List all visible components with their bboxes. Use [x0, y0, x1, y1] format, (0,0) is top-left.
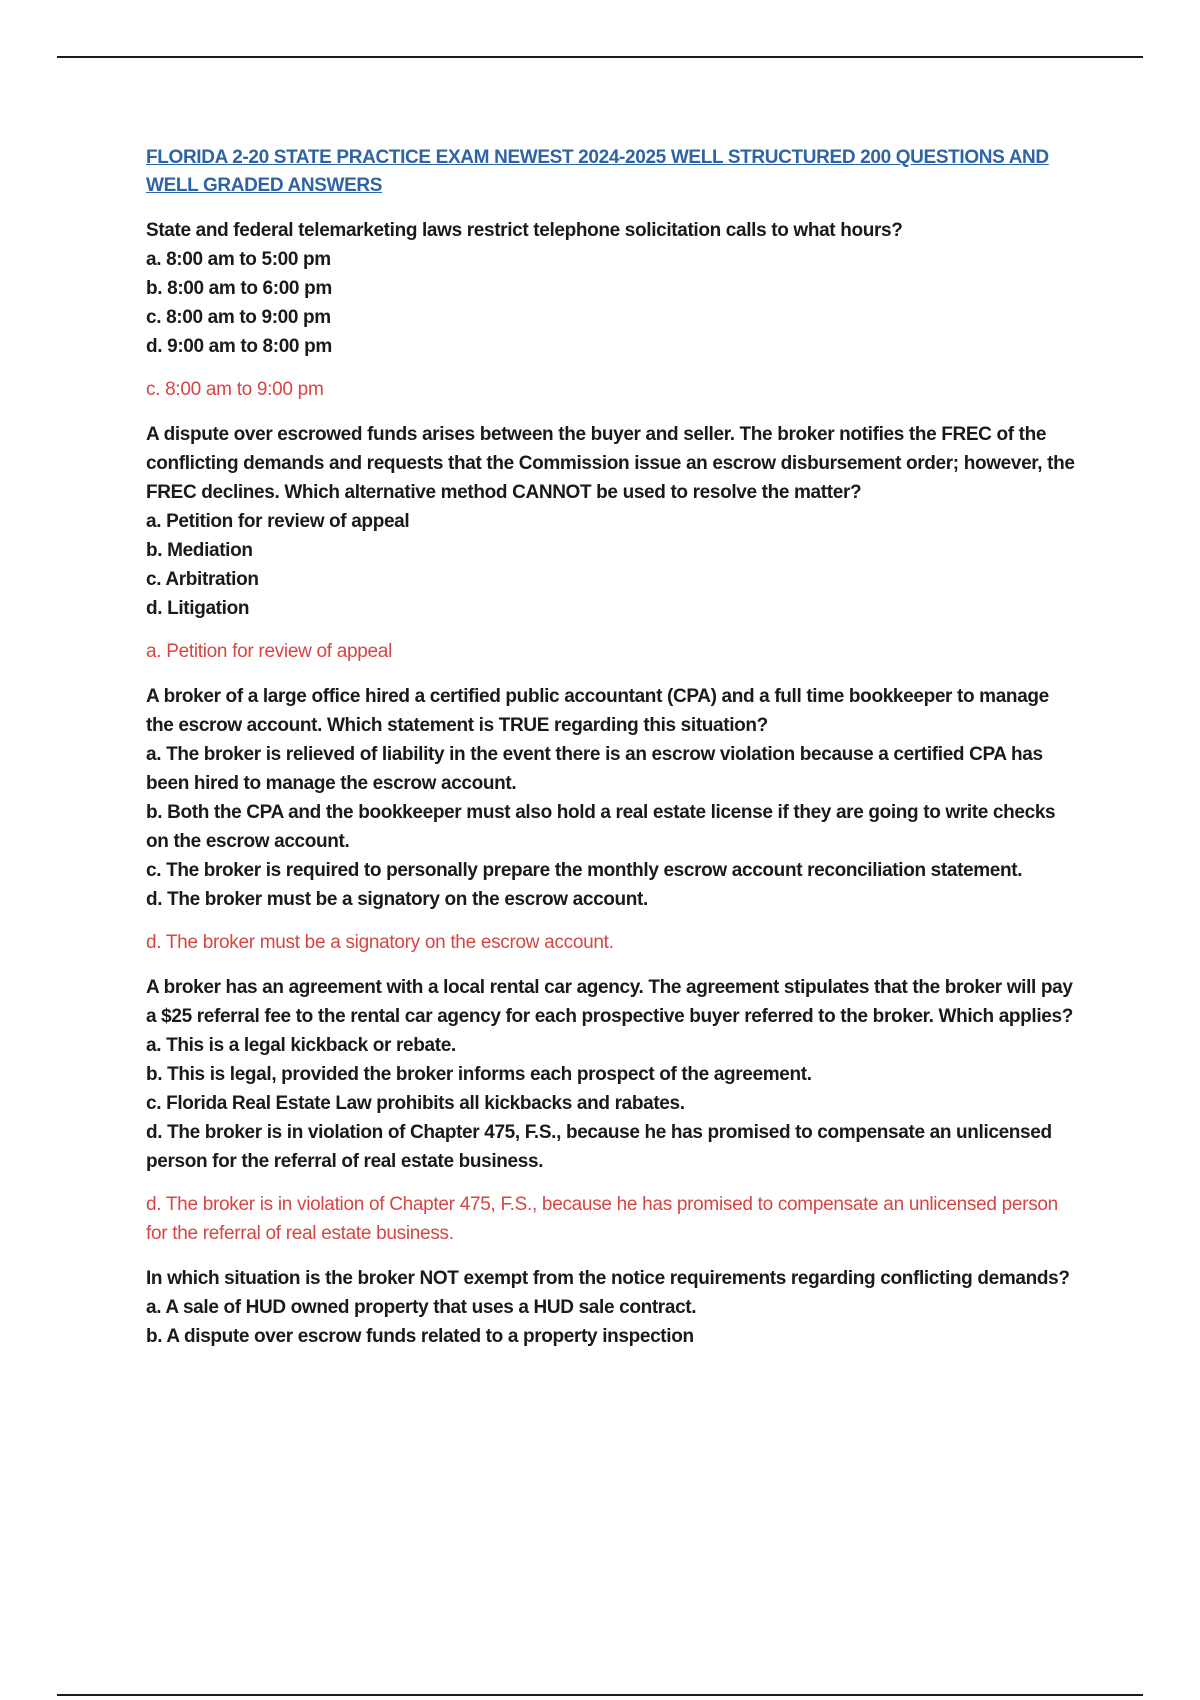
document-title[interactable]: FLORIDA 2-20 STATE PRACTICE EXAM NEWEST 2024-2025 WELL STRUCTURED 200 QUESTIONS AND WELL GRADED ANSWERS: [146, 147, 1049, 196]
question-stem: A dispute over escrowed funds arises between the buyer and seller. The broker notifies the FREC of the conflicting demands and requests that the Commission issue an escrow disbursement order; however, the FREC declines. Which alternative method CANNOT be used to resolve the matter?: [146, 424, 1075, 503]
question-stem: In which situation is the broker NOT exempt from the notice requirements regarding conflicting demands?: [146, 1268, 1070, 1289]
question-stem: A broker of a large office hired a certified public accountant (CPA) and a full time bookkeeper to manage the escrow account. Which statement is TRUE regarding this situation?: [146, 686, 1049, 736]
question-stem: State and federal telemarketing laws restrict telephone solicitation calls to what hours?: [146, 220, 903, 241]
option-d: d. 9:00 am to 8:00 pm: [146, 336, 332, 357]
option-list: [146, 740, 1080, 914]
option-c: c. Florida Real Estate Law prohibits all kickbacks and rabates.: [146, 1093, 685, 1114]
option-list: [146, 1031, 1080, 1176]
option-b: b. Both the CPA and the bookkeeper must also hold a real estate license if they are going to write checks on the escrow account.: [146, 802, 1056, 852]
question-2: [146, 420, 1080, 623]
option-a: a. This is a legal kickback or rebate.: [146, 1035, 456, 1056]
question-3: [146, 682, 1080, 914]
option-a: a. The broker is relieved of liability in the event there is an escrow violation because a certified CPA has been hired to manage the escrow account.: [146, 744, 1043, 794]
option-c: c. 8:00 am to 9:00 pm: [146, 307, 331, 328]
option-list: [146, 507, 1080, 623]
answer-3: d. The broker must be a signatory on the escrow account.: [146, 932, 614, 953]
option-list: [146, 1293, 1080, 1351]
option-d: d. The broker must be a signatory on the escrow account.: [146, 889, 648, 910]
option-b: b. 8:00 am to 6:00 pm: [146, 278, 332, 299]
option-a: a. Petition for review of appeal: [146, 511, 410, 532]
question-stem: A broker has an agreement with a local rental car agency. The agreement stipulates that the broker will pay a $25 referral fee to the rental car agency for each prospective buyer referred to the broker. Which applies?: [146, 977, 1073, 1027]
option-b: b. This is legal, provided the broker informs each prospect of the agreement.: [146, 1064, 812, 1085]
option-b: b. A dispute over escrow funds related to a property inspection: [146, 1326, 694, 1347]
option-c: c. The broker is required to personally prepare the monthly escrow account reconciliation statement.: [146, 860, 1023, 881]
document-body: [146, 144, 1080, 1365]
question-5: [146, 1264, 1080, 1351]
bottom-rule: [57, 1694, 1143, 1696]
option-d: d. Litigation: [146, 598, 250, 619]
option-a: a. A sale of HUD owned property that uses a HUD sale contract.: [146, 1297, 697, 1318]
answer-4: d. The broker is in violation of Chapter 475, F.S., because he has promised to compensate an unlicensed person for the referral of real estate business.: [146, 1194, 1058, 1244]
option-c: c. Arbitration: [146, 569, 259, 590]
question-1: [146, 216, 1080, 361]
answer-1: c. 8:00 am to 9:00 pm: [146, 379, 324, 400]
answer-2: a. Petition for review of appeal: [146, 641, 392, 662]
top-rule: [57, 56, 1143, 58]
option-list: [146, 245, 1080, 361]
question-4: [146, 973, 1080, 1176]
option-d: d. The broker is in violation of Chapter 475, F.S., because he has promised to compensate an unlicensed person for the referral of real estate business.: [146, 1122, 1052, 1172]
option-b: b. Mediation: [146, 540, 253, 561]
option-a: a. 8:00 am to 5:00 pm: [146, 249, 331, 270]
